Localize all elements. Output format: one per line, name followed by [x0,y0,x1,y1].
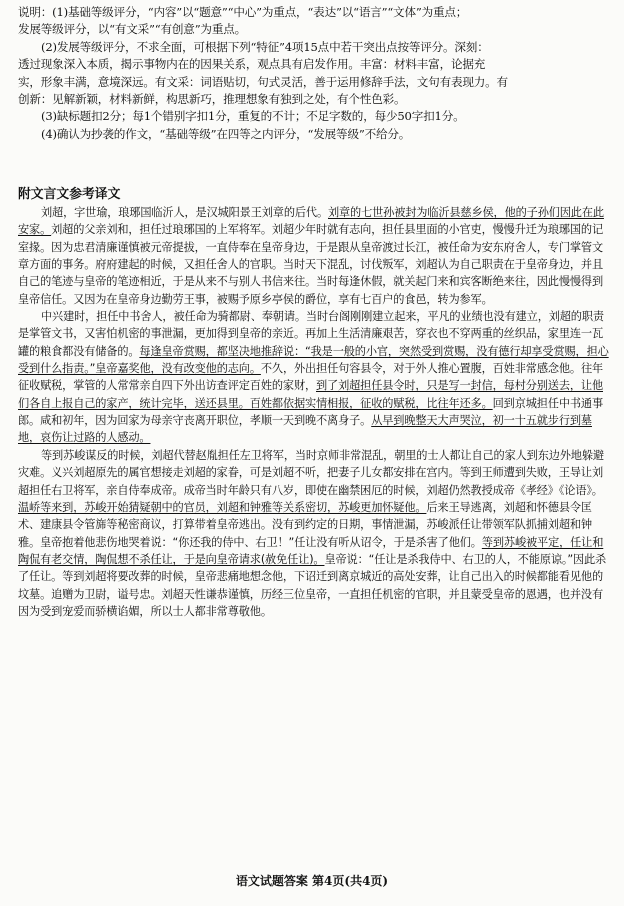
note-2-line-1: (2)发展等级评分，不求全面，可根据下列“特征”4项15点中若干突出点按等评分。深刻： [41,39,489,54]
note-1-line-2: 发展等级评分，以“有文采”“有创意”为重点。 [18,22,246,37]
p3-text-a: 等到苏峻谋反的时候，刘超代替赵胤担任左卫将军，当时京师非常混乱，朝里的士人都让自己的家人到东边外地躲避灾难。义兴刘超原先的属官想接走刘超的家眷，可是刘超不听，把妻子儿女都安排在宫内。等到王师遭到失败，王导让刘超担任右卫将军，亲自侍奉成帝。成帝当时年龄只有八岁，即使在幽禁困厄的时候，刘超仍然教授成帝《孝经》《论语》。 [18,448,604,497]
translation-paragraph-2 [18,308,610,447]
note-2-line-4: 创新：见解新颖，材料新鲜，构思新巧，推理想象有独到之处，有个性色彩。 [18,92,406,107]
p1-text-b: 刘超的父亲刘和，担任过琅琊国的上军将军。刘超少年时就有志向，担任县里面的小官吏，慢慢升迁为琅琊国的记室掾。因为忠君清廉谨慎被元帝提拔，一直侍奉在皇帝身边，于是跟从皇帝渡过长江，被任命为安东府舍人，专门掌管文章方面的事务。府府建起的时候，又担任舍人的官职。当时天下混乱，讨伐叛军，刘超认为自己职责在于皇帝身边，并且自己的笔迹与皇帝的笔迹相近，于是从来不与别人书信来往。当时每逢休假，就关起门来和宾客断绝来往，因此慢慢得到皇帝信任。又因为在皇帝身边勤劳王事，被赐予原乡亭侯的爵位，享有七百户的食邑，转为参军。 [18,223,604,306]
p3-underlined-1: 温峤等来到，苏峻开始猜疑朝中的官员，刘超和钟雅等关系密切，苏峻更加怀疑他。 [18,500,427,514]
p2-text-b: 不久，外出担任句容县令，对于外人推心置腹，百姓非常感念他。往年征收赋税，掌管的人常常亲自四下外出访查评定百姓的家财， [18,362,604,393]
note-2-line-2: 透过现象深入本质，揭示事物内在的因果关系，观点具有启发作用。丰富：材料丰富，论据充 [18,57,486,72]
translation-paragraph-3 [18,447,610,620]
p3-text-b: 后来王导逃离，刘超和怀德县令匡术、建康县令管旆等秘密商议，打算带着皇帝逃出。没有到约定的日期，事情泄漏，苏峻派任让带领军队抓捕刘超和钟雅。皇帝抱着他悲伤地哭着说：“你还我的侍中、右卫！”任让没有听从诏令，于是杀害了他们。 [18,500,592,549]
note-1-line-1: 说明：(1)基础等级评分，“内容”以“题意”“中心”为重点，“表达”以“语言”“文体”为重点； [18,5,468,19]
p1-underlined-1: 刘章的七世孙被封为临沂县慈乡侯，他的子孙们因此在此安家。 [18,206,604,237]
translation-paragraph-1 [18,204,610,308]
page-footer: 语文试题答案 第4页(共4页) [235,874,389,888]
note-4: (4)确认为抄袭的作文，“基础等级”在四等之内评分，“发展等级”不给分。 [41,126,411,141]
note-3: (3)缺标题扣2分；每1个错别字扣1分，重复的不计；不足字数的，每少50字扣1分。 [41,109,465,124]
p2-underlined-1: 每逢皇帝赏赐，都坚决地推辞说：“我是一般的小官，突然受到赏赐，没有德行却享受赏赐，担心受到什么指责。”皇帝嘉奖他，没有改变他的志向。 [18,344,609,376]
p2-text-a: 中兴建时，担任中书舍人，被任命为骑都尉、奉朝请。当时台阁刚刚建立起来，平凡的业绩也没有建立，刘超的职责是掌管文书，又害怕机密的事泄漏，更加得到皇帝的亲近。再加上生活清廉艰苦，穿衣也不穿两重的丝织品，家里连一瓦罐的粮食都没有储备的。 [18,310,604,358]
p2-underlined-3: 从早到晚整天大声哭泣，初一十五就步行到墓地，哀伤让过路的人感动。 [18,414,592,445]
translation-body [18,204,610,620]
p3-text-c: 皇帝说：“任让是杀我侍中、右卫的人，不能原谅。”因此杀了任让。等到刘超将要改葬的时候，皇帝悲痛地想念他，下诏迁到离京城近的高处安葬，让自己出入的时候都能看见他的坟墓。追赠为卫尉，谥号忠。刘超天性谦恭谨慎，历经三位皇帝，一直担任机密的官职，并且蒙受皇帝的恩遇，也并没有因为受到宠爱而骄横谄媚，所以士人都非常尊敬他。 [18,552,607,618]
scoring-notes [18,4,610,143]
p3-underlined-2: 等到苏峻被平定，任让和陶侃有老交情，陶侃想不杀任让，于是向皇帝请求(赦免任让)。 [18,535,604,566]
translation-title: 附文言文参考译文 [18,187,121,202]
p2-underlined-2: 到了刘超担任县令时，只是写一封信，每村分别送去，让他们各自上报自己的家产，统计完毕，送还县里。百姓都依据实情相报，征收的赋税，比往年还多。 [18,379,603,410]
p1-text-a: 刘超，字世瑜，琅琊国临沂人，是汉城阳景王刘章的后代。 [41,206,328,219]
note-2-line-3: 实，形象丰满，意境深远。有文采：词语贴切，句式灵活，善于运用修辞手法，文句有表现力。有 [18,74,508,89]
p2-text-c: 回到京城担任中书通事郎。咸和初年，因为回家为母亲守丧离开职位，孝顺一天到晚不离身子。 [18,396,604,428]
